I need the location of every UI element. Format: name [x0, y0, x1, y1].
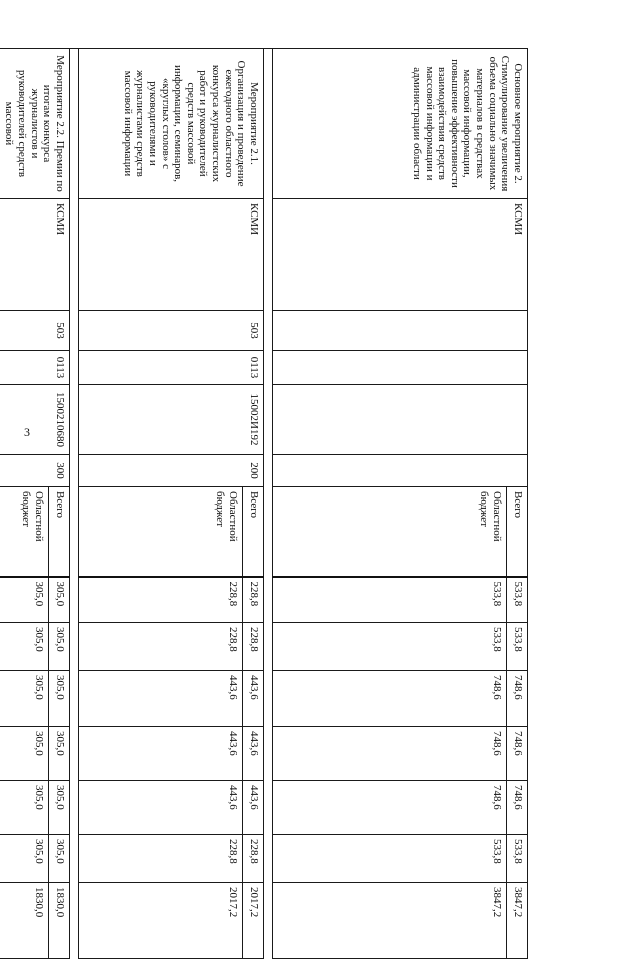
grbs-cell: [273, 311, 528, 351]
total-year-5: 748,6: [507, 781, 528, 835]
program-budget-table: [0, 48, 528, 959]
grbs-cell: 503: [0, 311, 70, 351]
source-year-2: 305,0: [0, 623, 49, 671]
source-year-6: 305,0: [0, 835, 49, 883]
budget-total-label: Всего: [507, 487, 528, 577]
total-year-5: 305,0: [49, 781, 70, 835]
total-year-4: 748,6: [507, 727, 528, 781]
total-sum: 1830,0: [49, 883, 70, 959]
total-year-6: 305,0: [49, 835, 70, 883]
source-sum: 1830,0: [0, 883, 49, 959]
source-year-6: 228,8: [79, 835, 243, 883]
activity-cell: Мероприятие 2.2. Премии по итогам конкурса журналистов и руководителей средств массовой: [0, 49, 70, 199]
budget-total-label: Всего: [49, 487, 70, 577]
budget-source-label: Областной бюджет: [0, 487, 49, 577]
vr-cell: 200: [79, 455, 264, 487]
total-year-4: 305,0: [49, 727, 70, 781]
rzpr-cell: 0113: [79, 351, 264, 385]
grbs-cell: 503: [79, 311, 264, 351]
source-year-4: 443,6: [79, 727, 243, 781]
csr-cell: 1500210680: [0, 385, 70, 455]
source-year-1: 533,8: [273, 577, 507, 623]
rzpr-cell: 0113: [0, 351, 70, 385]
total-year-2: 228,8: [243, 623, 264, 671]
source-sum: 3847,2: [273, 883, 507, 959]
total-sum: 3847,2: [507, 883, 528, 959]
executor-cell: КСМИ: [79, 199, 264, 311]
source-sum: 2017,2: [79, 883, 243, 959]
total-year-1: 533,8: [507, 577, 528, 623]
total-year-1: 228,8: [243, 577, 264, 623]
rzpr-cell: [273, 351, 528, 385]
total-year-6: 533,8: [507, 835, 528, 883]
total-year-2: 305,0: [49, 623, 70, 671]
activity-cell: Мероприятие 2.1. Организация и проведение ежегодного областного конкурса журналистских работ и руководителей средств массовой информации, семинаров, «круглых столов» с руководителями и журналистами средств массовой информации: [79, 49, 264, 199]
row-separator: [70, 49, 79, 959]
budget-source-label: Областной бюджет: [79, 487, 243, 577]
source-year-4: 748,6: [273, 727, 507, 781]
budget-source-label: Областной бюджет: [273, 487, 507, 577]
total-year-3: 305,0: [49, 671, 70, 727]
total-year-3: 748,6: [507, 671, 528, 727]
source-year-3: 443,6: [79, 671, 243, 727]
executor-cell: КСМИ: [273, 199, 528, 311]
source-year-3: 305,0: [0, 671, 49, 727]
budget-total-label: Всего: [243, 487, 264, 577]
source-year-5: 443,6: [79, 781, 243, 835]
table-row: [49, 49, 70, 959]
rotated-table-container: [3, 48, 528, 918]
total-year-1: 305,0: [49, 577, 70, 623]
source-year-3: 748,6: [273, 671, 507, 727]
csr-cell: 15002И192: [79, 385, 264, 455]
source-year-1: 228,8: [79, 577, 243, 623]
total-year-5: 443,6: [243, 781, 264, 835]
total-year-2: 533,8: [507, 623, 528, 671]
table-row: [507, 49, 528, 959]
total-sum: 2017,2: [243, 883, 264, 959]
executor-cell: КСМИ: [0, 199, 70, 311]
vr-cell: 300: [0, 455, 70, 487]
total-year-6: 228,8: [243, 835, 264, 883]
page-number: 3: [24, 425, 30, 439]
total-year-3: 443,6: [243, 671, 264, 727]
table-row: [243, 49, 264, 959]
csr-cell: [273, 385, 528, 455]
source-year-1: 305,0: [0, 577, 49, 623]
vr-cell: [273, 455, 528, 487]
source-year-5: 305,0: [0, 781, 49, 835]
row-separator: [264, 49, 273, 959]
source-year-5: 748,6: [273, 781, 507, 835]
source-year-4: 305,0: [0, 727, 49, 781]
activity-cell: Основное мероприятие 2. Стимулирование увеличения объема социально значимых материалов в средствах массовой информации, повышение эффективности взаимодействия средств массовой информации и администрации области: [273, 49, 528, 199]
total-year-4: 443,6: [243, 727, 264, 781]
source-year-2: 533,8: [273, 623, 507, 671]
source-year-2: 228,8: [79, 623, 243, 671]
source-year-6: 533,8: [273, 835, 507, 883]
